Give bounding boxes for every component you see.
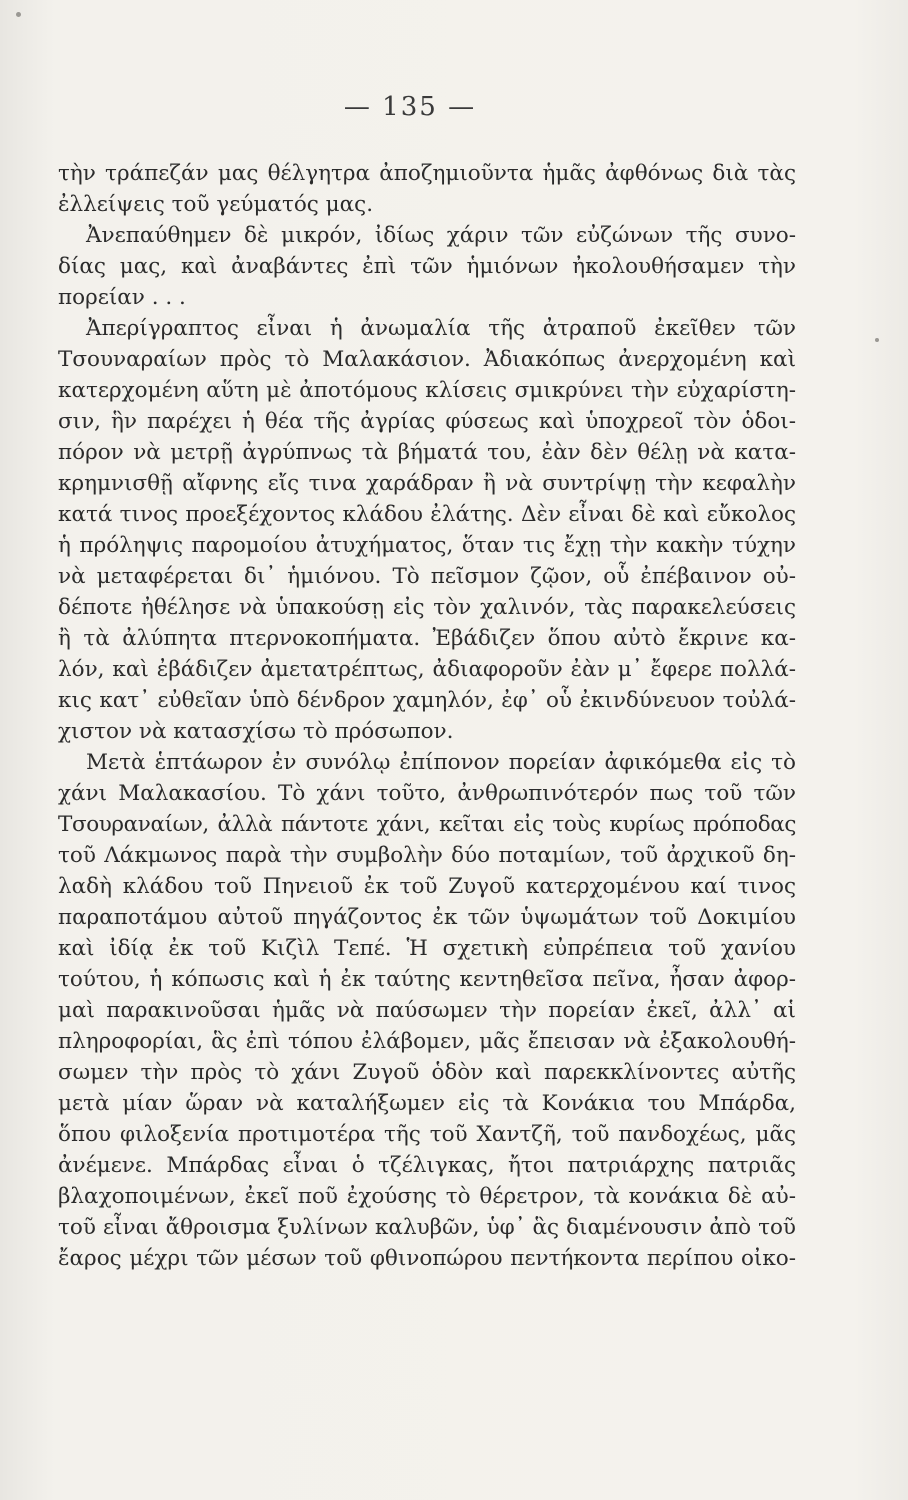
text-line: ἔαρος μέχρι τῶν μέσων τοῦ φθινοπώρου πεντήκοντα περίπου οἰκο- [58,1246,796,1271]
body-text [58,158,796,1274]
text-line: κατερχομένη αὕτη μὲ ἀποτόμους κλίσεις σμικρύνει τὴν εὐχαρίστη- [58,378,796,403]
page-number: — 135 — [343,92,477,122]
text-line: Τσουναραίων πρὸς τὸ Μαλακάσιον. Ἀδιακόπως ἀνερχομένη καὶ [58,347,796,372]
text-line: δίας μας, καὶ ἀναβάντες ἐπὶ τῶν ἡμιόνων ἠκολουθήσαμεν τὴν [58,254,796,279]
text-line: τούτου, ἡ κόπωσις καὶ ἡ ἐκ ταύτης κεντηθεῖσα πεῖνα, ἦσαν ἀφορ- [58,967,796,992]
text-line: Ἀπερίγραπτος εἶναι ἡ ἀνωμαλία τῆς ἀτραποῦ ἐκεῖθεν τῶν [86,316,796,341]
text-line: Ἀνεπαύθημεν δὲ μικρόν, ἰδίως χάριν τῶν εὐζώνων τῆς συνο- [86,223,796,248]
text-line: ἐλλείψεις τοῦ γεύματός μας. [58,192,374,217]
text-line: κρημνισθῇ αἴφνης εἴς τινα χαράδραν ἢ νὰ συντρίψῃ τὴν κεφαλὴν [58,471,796,496]
text-line: παραποτάμου αὐτοῦ πηγάζοντος ἐκ τῶν ὑψωμάτων τοῦ Δοκιμίου [58,905,796,930]
text-line: Τσουραναίων, ἀλλὰ πάντοτε χάνι, κεῖται εἰς τοὺς κυρίως πρόποδας [58,812,796,837]
text-line: βλαχοποιμένων, ἐκεῖ ποῦ ἐχούσης τὸ θέρετρον, τὰ κονάκια δὲ αὐ- [58,1184,796,1209]
text-line: καὶ ἰδίᾳ ἐκ τοῦ Κιζὶλ Τεπέ. Ἡ σχετικὴ εὐπρέπεια τοῦ χανίου [58,936,796,961]
text-line: πληροφορίαι, ἃς ἐπὶ τόπου ἐλάβομεν, μᾶς ἔπεισαν νὰ ἐξακολουθή- [58,1029,796,1054]
text-line: χάνι Μαλακασίου. Τὸ χάνι τοῦτο, ἀνθρωπινότερόν πως τοῦ τῶν [58,781,796,806]
text-line: νὰ μεταφέρεται δι᾽ ἡμιόνου. Τὸ πεῖσμον ζῷον, οὗ ἐπέβαινον οὐ- [58,564,796,589]
text-line: ἀνέμενε. Μπάρδας εἶναι ὁ τζέλιγκας, ἤτοι πατριάρχης πατριᾶς [58,1153,796,1178]
text-line: μετὰ μίαν ὥραν νὰ καταλήξωμεν εἰς τὰ Κονάκια του Μπάρδα, [58,1091,796,1116]
paper-speck [16,12,21,17]
text-line: σωμεν τὴν πρὸς τὸ χάνι Ζυγοῦ ὁδὸν καὶ παρεκκλίνοντες αὐτῆς [58,1060,796,1085]
text-line: τοῦ Λάκμωνος παρὰ τὴν συμβολὴν δύο ποταμίων, τοῦ ἀρχικοῦ δη- [58,843,796,868]
text-line: κις κατ᾽ εὐθεῖαν ὑπὸ δένδρον χαμηλόν, ἐφ᾽ οὗ ἐκινδύνευον τοὐλά- [58,688,796,713]
text-line: πορείαν . . . [58,285,186,310]
paper-speck [875,338,879,342]
text-line: λαδὴ κλάδου τοῦ Πηνειοῦ ἐκ τοῦ Ζυγοῦ κατερχομένου καί τινος [58,874,796,899]
text-line: σιν, ἣν παρέχει ἡ θέα τῆς ἀγρίας φύσεως καὶ ὑποχρεοῖ τὸν ὁδοι- [58,409,796,434]
text-line: πόρον νὰ μετρῇ ἀγρύπνως τὰ βήματά του, ἐὰν δὲν θέλῃ νὰ κατα- [58,440,796,465]
text-line: μαὶ παρακινοῦσαι ἡμᾶς νὰ παύσωμεν τὴν πορείαν ἐκεῖ, ἀλλ᾽ αἱ [58,998,796,1023]
text-line: ἢ τὰ ἀλύπητα πτερνοκοπήματα. Ἐβάδιζεν ὅπου αὐτὸ ἔκρινε κα- [58,626,796,651]
text-line: δέποτε ἠθέλησε νὰ ὑπακούσῃ εἰς τὸν χαλινόν, τὰς παρακελεύσεις [58,595,796,620]
text-line: ὅπου φιλοξενία προτιμοτέρα τῆς τοῦ Χαντζῆ, τοῦ πανδοχέως, μᾶς [58,1122,796,1147]
text-line: ἡ πρόληψις παρομοίου ἀτυχήματος, ὅταν τις ἔχῃ τὴν κακὴν τύχην [58,533,796,558]
text-line: τὴν τράπεζάν μας θέλγητρα ἀποζημιοῦντα ἡμᾶς ἀφθόνως διὰ τὰς [58,161,796,186]
text-line: κατά τινος προεξέχοντος κλάδου ἐλάτης. Δὲν εἶναι δὲ καὶ εὔκολος [58,502,796,527]
text-line: χιστον νὰ κατασχίσω τὸ πρόσωπον. [58,719,454,744]
text-line: τοῦ εἶναι ἄθροισμα ξυλίνων καλυβῶν, ὑφ᾽ ἃς διαμένουσιν ἀπὸ τοῦ [58,1215,796,1240]
text-line: λόν, καὶ ἐβάδιζεν ἀμετατρέπτως, ἀδιαφοροῦν ἐὰν μ᾽ ἔφερε πολλά- [58,657,796,682]
text-line: Μετὰ ἑπτάωρον ἐν συνόλῳ ἐπίπονον πορείαν ἀφικόμεθα εἰς τὸ [86,750,796,775]
